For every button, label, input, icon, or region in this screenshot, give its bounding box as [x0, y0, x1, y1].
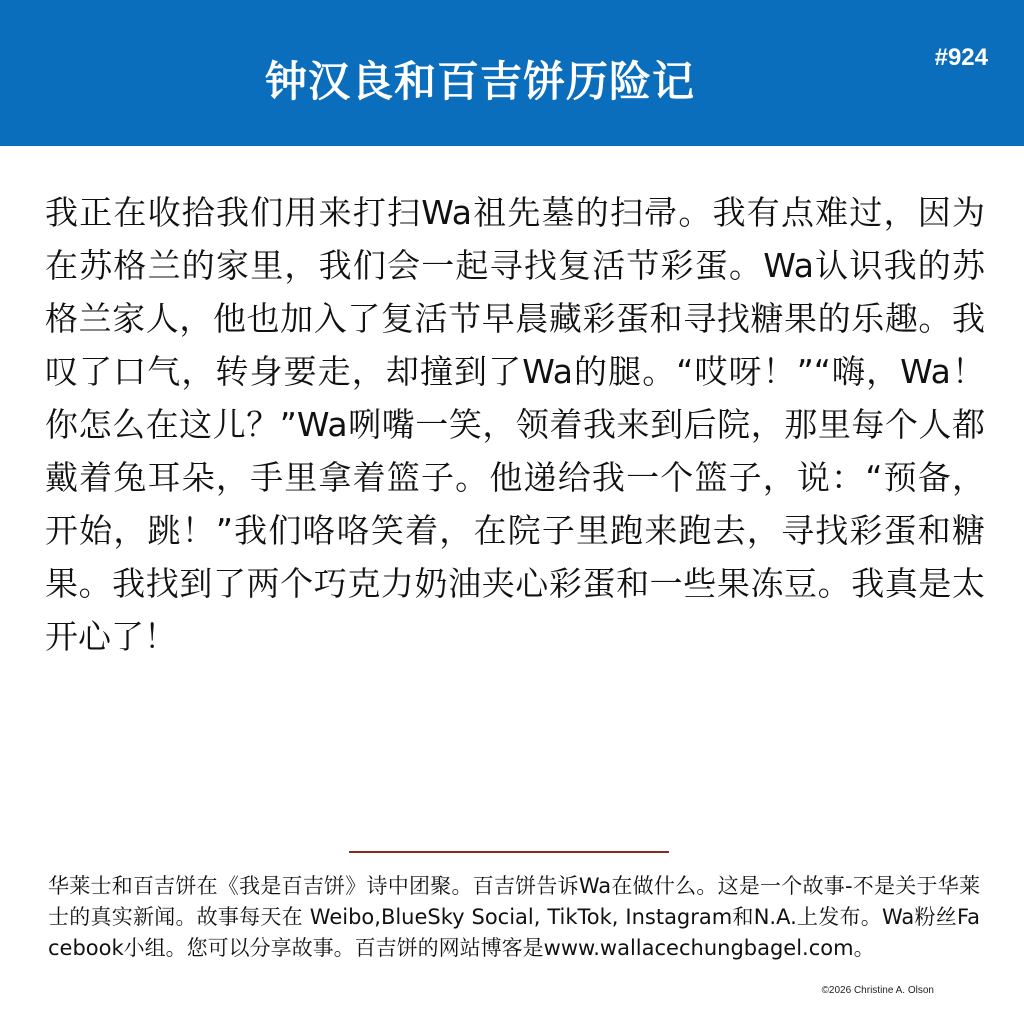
page-title: 钟汉良和百吉饼历险记 [264, 57, 695, 106]
copyright-notice: ©2026 Christine A. Olson [821, 985, 934, 996]
episode-number: #924 [934, 44, 988, 71]
footer-note: 华莱士和百吉饼在《我是百吉饼》诗中团聚。百吉饼告诉Wa在做什么。这是一个故事-不是关于华莱士的真实新闻。故事每天在 Weibo,BlueSky Social, TikTok, Instagram和N.A.上发布。Wa粉丝Facebook小组。您可以分享故事。百吉饼的网站博客是www.wallacechungbagel.com。 [48, 874, 980, 960]
story-text: 我正在收拾我们用来打扫Wa祖先墓的扫帚。我有点难过，因为在苏格兰的家里，我们会一起寻找复活节彩蛋。Wa认识我的苏格兰家人，他也加入了复活节早晨藏彩蛋和寻找糖果的乐趣。我叹了口气，转身要走，却撞到了Wa的腿。“哎呀！”“嗨，Wa！你怎么在这儿？”Wa咧嘴一笑，领着我来到后院，那里每个人都戴着兔耳朵，手里拿着篮子。他递给我一个篮子，说：“预备，开始，跳！”我们咯咯笑着，在院子里跑来跑去，寻找彩蛋和糖果。我找到了两个巧克力奶油夹心彩蛋和一些果冻豆。我真是太开心了！ [45, 193, 985, 656]
header-banner [0, 0, 1024, 146]
divider-line [349, 851, 669, 853]
